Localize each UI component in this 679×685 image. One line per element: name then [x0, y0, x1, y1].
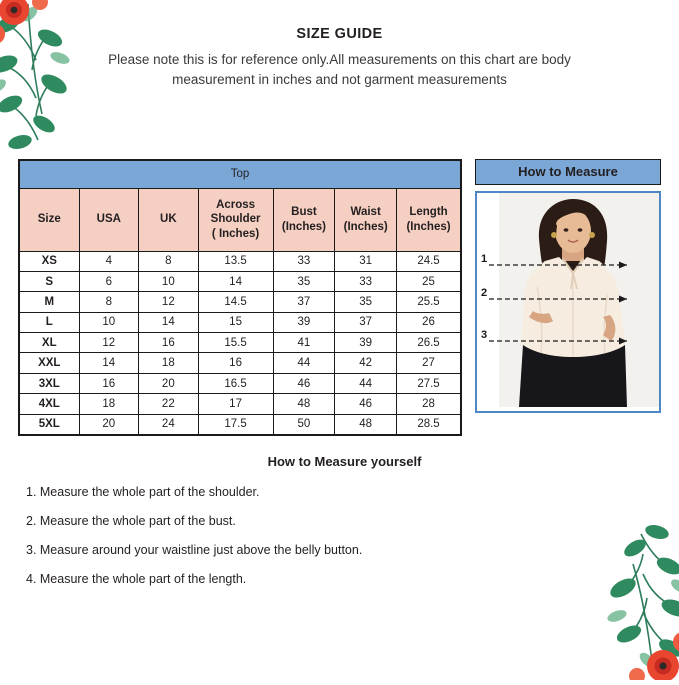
cell-bust: 33: [273, 251, 335, 271]
page-title: SIZE GUIDE: [296, 26, 383, 42]
cell-length: 26: [397, 312, 461, 332]
cell-length: 24.5: [397, 251, 461, 271]
measure-steps-list: [18, 485, 661, 586]
cell-bust: 48: [273, 394, 335, 414]
main-content: [0, 159, 679, 437]
cell-bust: 39: [273, 312, 335, 332]
cell-bust: 41: [273, 333, 335, 353]
cell-waist: 33: [335, 271, 397, 291]
cell-waist: 48: [335, 414, 397, 434]
cell-usa: 14: [79, 353, 139, 373]
table-header-row: [20, 188, 461, 251]
column-header-bust: Bust (Inches): [273, 188, 335, 251]
cell-waist: 31: [335, 251, 397, 271]
cell-bust: 46: [273, 373, 335, 393]
cell-length: 28: [397, 394, 461, 414]
cell-size: 4XL: [20, 394, 80, 414]
cell-waist: 37: [335, 312, 397, 332]
column-header-across-shoulder: Across Shoulder ( Inches): [198, 188, 273, 251]
table-title: Top: [20, 160, 461, 188]
size-chart-table: [19, 160, 461, 436]
cell-uk: 14: [139, 312, 199, 332]
cell-uk: 22: [139, 394, 199, 414]
cell-across-shoulder: 17: [198, 394, 273, 414]
cell-across-shoulder: 16.5: [198, 373, 273, 393]
size-chart-container: [18, 159, 462, 437]
cell-uk: 18: [139, 353, 199, 373]
model-illustration: [477, 193, 659, 407]
list-item: 2. Measure the whole part of the bust.: [26, 514, 236, 529]
cell-waist: 46: [335, 394, 397, 414]
how-to-measure-yourself-title: How to Measure yourself: [267, 454, 422, 470]
how-to-measure-panel: [475, 159, 661, 413]
cell-uk: 16: [139, 333, 199, 353]
cell-length: 27: [397, 353, 461, 373]
cell-across-shoulder: 15: [198, 312, 273, 332]
table-row: [20, 333, 461, 353]
column-header-usa: USA: [79, 188, 139, 251]
page-note: Please note this is for reference only.All measurements on this chart are body measurement in inches and not garment measurements: [108, 52, 571, 88]
how-to-measure-title: How to Measure: [475, 159, 661, 185]
column-header-length: Length (Inches): [397, 188, 461, 251]
cell-uk: 12: [139, 292, 199, 312]
cell-size: XL: [20, 333, 80, 353]
list-item: 3. Measure around your waistline just above the belly button.: [26, 543, 363, 558]
measure-figure: [475, 191, 661, 413]
cell-waist: 35: [335, 292, 397, 312]
cell-across-shoulder: 14: [198, 271, 273, 291]
cell-usa: 6: [79, 271, 139, 291]
cell-usa: 10: [79, 312, 139, 332]
page-header: [0, 0, 679, 91]
table-row: [20, 251, 461, 271]
cell-size: XS: [20, 251, 80, 271]
table-row: [20, 414, 461, 434]
cell-waist: 42: [335, 353, 397, 373]
cell-usa: 18: [79, 394, 139, 414]
cell-across-shoulder: 15.5: [198, 333, 273, 353]
table-row: [20, 271, 461, 291]
cell-uk: 24: [139, 414, 199, 434]
cell-size: L: [20, 312, 80, 332]
cell-size: XXL: [20, 353, 80, 373]
table-row: [20, 373, 461, 393]
cell-waist: 44: [335, 373, 397, 393]
table-row: [20, 353, 461, 373]
measure-marker-2: 2: [481, 286, 488, 299]
column-header-size: Size: [20, 188, 80, 251]
table-row: [20, 312, 461, 332]
cell-across-shoulder: 16: [198, 353, 273, 373]
cell-across-shoulder: 14.5: [198, 292, 273, 312]
cell-usa: 8: [79, 292, 139, 312]
measure-marker-3: 3: [481, 328, 488, 341]
cell-usa: 12: [79, 333, 139, 353]
cell-size: M: [20, 292, 80, 312]
cell-size: 3XL: [20, 373, 80, 393]
cell-uk: 20: [139, 373, 199, 393]
cell-length: 25.5: [397, 292, 461, 312]
cell-uk: 8: [139, 251, 199, 271]
cell-length: 25: [397, 271, 461, 291]
table-title-row: [20, 160, 461, 188]
column-header-waist: Waist (Inches): [335, 188, 397, 251]
cell-across-shoulder: 17.5: [198, 414, 273, 434]
cell-uk: 10: [139, 271, 199, 291]
cell-length: 26.5: [397, 333, 461, 353]
table-row: [20, 394, 461, 414]
table-row: [20, 292, 461, 312]
column-header-uk: UK: [139, 188, 199, 251]
cell-waist: 39: [335, 333, 397, 353]
cell-across-shoulder: 13.5: [198, 251, 273, 271]
cell-usa: 4: [79, 251, 139, 271]
cell-bust: 44: [273, 353, 335, 373]
measure-marker-1: 1: [481, 252, 488, 265]
cell-length: 27.5: [397, 373, 461, 393]
list-item: 1. Measure the whole part of the shoulder.: [26, 485, 260, 500]
cell-bust: 50: [273, 414, 335, 434]
cell-usa: 16: [79, 373, 139, 393]
cell-length: 28.5: [397, 414, 461, 434]
cell-usa: 20: [79, 414, 139, 434]
cell-bust: 35: [273, 271, 335, 291]
list-item: 4. Measure the whole part of the length.: [26, 572, 247, 587]
cell-size: S: [20, 271, 80, 291]
table-body: [20, 251, 461, 435]
cell-size: 5XL: [20, 414, 80, 434]
cell-bust: 37: [273, 292, 335, 312]
how-to-measure-yourself-section: [0, 454, 679, 586]
